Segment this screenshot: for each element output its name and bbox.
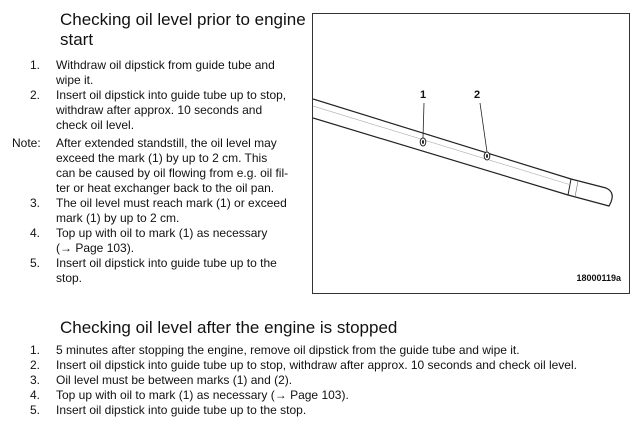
section2-step [0,358,640,373]
section1-step [0,256,300,286]
step-line: mark (1) by up to 2 cm. [56,211,180,225]
callout-1: 1 [420,89,427,101]
section1-step [0,196,300,226]
step-text: 5 minutes after stopping the engine, remove oil dipstick from the guide tube and wipe it. [56,343,520,357]
section1-step [0,88,300,133]
step-text [56,58,300,88]
callout-2: 2 [474,89,481,101]
section1-title [60,10,306,50]
step-number: 1. [29,343,40,357]
step-line: (→ Page 103). [56,241,135,255]
step-line: withdraw after approx. 10 seconds and [56,103,263,117]
step-line: Insert oil dipstick into guide tube up to the [56,256,277,270]
section2-step [0,343,640,358]
section1-title-line2: start [60,30,94,49]
step-number: 2. [29,88,40,102]
step-text: Top up with oil to mark (1) as necessary (→ Page 103). [56,388,349,402]
note-label: Note: [12,136,41,150]
section1-step [0,226,300,256]
step-number: 3. [29,373,40,387]
section1-note [0,136,300,196]
dipstick-figure [312,13,630,294]
step-text [56,196,300,226]
step-line: Insert oil dipstick into guide tube up to stop, [56,88,287,102]
step-number: 5. [29,256,40,270]
leader-line-2 [480,103,487,152]
step-text: Oil level must be between marks (1) and (2). [56,373,293,387]
step-number: 1. [29,58,40,72]
section2-step [0,403,640,418]
step-line: can be caused by oil flowing from e.g. oil fil- [56,166,289,180]
step-line: wipe it. [56,73,94,87]
note-text [56,136,300,196]
section1-step [0,58,300,88]
step-line: After extended standstill, the oil level may [56,136,277,150]
section1-title-line1: Checking oil level prior to engine [60,10,306,29]
section1-steps [0,58,300,286]
step-line: stop. [56,271,83,285]
step-number: 2. [29,358,40,372]
step-line: ter or heat exchanger back to the oil pan. [56,181,275,195]
dipstick-rod [313,99,612,206]
section2-step [0,388,640,403]
step-text: Insert oil dipstick into guide tube up to the stop. [56,403,307,417]
dipstick-drawing [313,14,629,293]
section2-title: Checking oil level after the engine is stopped [60,318,398,337]
step-text [56,88,300,133]
step-line: Withdraw oil dipstick from guide tube and [56,58,275,72]
section2-steps [0,343,640,418]
step-line: exceed the mark (1) by up to 2 cm. This [56,151,268,165]
step-text [56,226,300,256]
step-line: The oil level must reach mark (1) or exceed [56,196,287,210]
mark-2-center [486,154,488,158]
section2-step [0,373,640,388]
mark-1-center [422,140,424,144]
step-line: Top up with oil to mark (1) as necessary [56,226,268,240]
step-number: 3. [29,196,40,210]
figure-code: 18000119a [576,273,621,283]
step-number: 4. [29,226,40,240]
dipstick-shading [313,106,571,185]
step-line: check oil level. [56,118,135,132]
step-number: 4. [29,388,40,402]
step-text [56,256,300,286]
step-number: 5. [29,403,40,417]
step-text: Insert oil dipstick into guide tube up to stop, withdraw after approx. 10 seconds and check oil level. [56,358,577,372]
